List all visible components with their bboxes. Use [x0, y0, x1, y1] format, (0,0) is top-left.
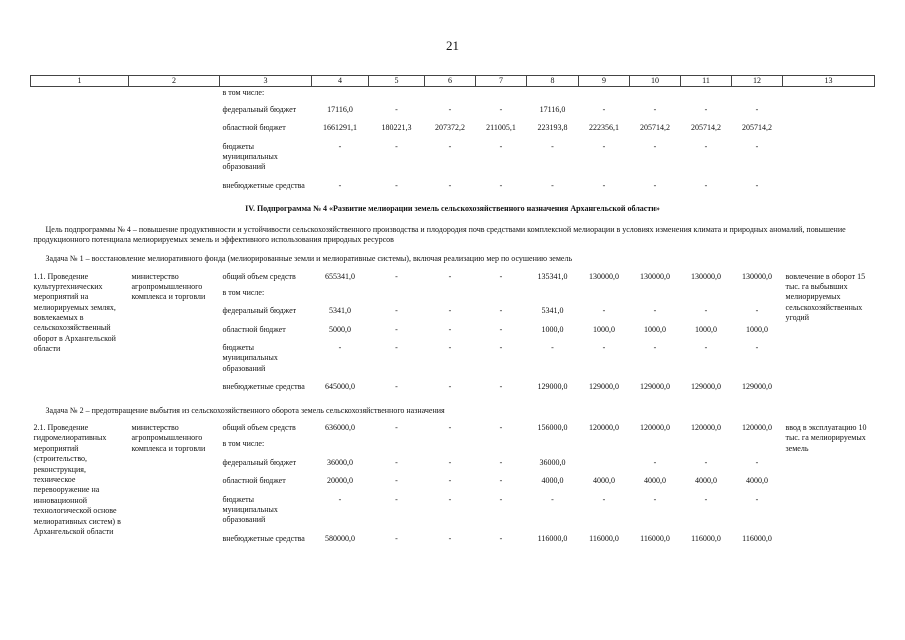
funding-value: - [499, 180, 503, 190]
funding-value: 180221,3 [381, 123, 412, 133]
funding-source: областной бюджет [222, 476, 286, 486]
funding-value [732, 287, 783, 299]
empty-cell [783, 122, 875, 134]
funding-source: общий объем средств [222, 271, 296, 281]
funding-row [31, 271, 875, 283]
row-spacer [31, 545, 875, 553]
funding-value [681, 438, 732, 450]
table-body [31, 76, 875, 554]
funding-value [476, 287, 527, 299]
funding-value: - [551, 494, 554, 504]
funding-value: - [499, 324, 503, 334]
funding-row [31, 104, 875, 116]
funding-source: в том числе: [222, 287, 265, 297]
funding-value: 116000,0 [691, 533, 721, 543]
funding-value: - [653, 343, 657, 353]
funding-value: - [448, 141, 452, 151]
funding-value: - [499, 423, 503, 433]
funding-value: - [448, 271, 452, 281]
funding-value: 1000,0 [541, 324, 564, 334]
funding-value: - [499, 271, 503, 281]
funding-value: - [704, 141, 708, 151]
column-header: 4 [312, 76, 369, 87]
column-header: 3 [220, 76, 312, 87]
funding-value: 211005,1 [486, 123, 516, 133]
funding-value [425, 87, 476, 100]
funding-value: 116000,0 [589, 533, 619, 543]
empty-cell [31, 180, 129, 192]
funding-value: 1000,0 [746, 324, 768, 334]
funding-value: - [448, 324, 452, 334]
funding-value: - [499, 141, 503, 151]
funding-value [527, 287, 579, 299]
funding-value: - [338, 141, 342, 151]
funding-value: 120000,0 [742, 423, 772, 433]
funding-value: 4000,0 [593, 476, 615, 486]
funding-value: - [653, 180, 657, 190]
column-header: 12 [732, 76, 783, 87]
funding-source: областной бюджет [222, 123, 286, 133]
funding-value: 4000,0 [541, 476, 564, 486]
funding-value [579, 438, 630, 450]
funding-value: - [551, 180, 554, 190]
funding-value [425, 438, 476, 450]
activity-name: 1.1. Проведение культуртехнических мероприятий на мелиорируемых землях, вовлекаемых в сельскохозяйственный оборот в Архангельской области [33, 271, 116, 354]
funding-value [476, 438, 527, 450]
task-title-row [31, 250, 875, 270]
funding-source: федеральный бюджет [222, 306, 297, 316]
funding-value [312, 438, 369, 450]
funding-value: - [499, 494, 503, 504]
funding-source: в том числе: [222, 88, 265, 98]
funding-row [31, 87, 875, 100]
funding-value: - [395, 104, 398, 114]
funding-value: - [499, 457, 503, 467]
section-title: IV. Подпрограмма № 4 «Развитие мелиорации земель сельскохозяйственного назначения Архангельской области» [245, 204, 660, 214]
funding-value: 135341,0 [537, 271, 568, 281]
funding-value [369, 287, 425, 299]
empty-cell [783, 104, 875, 116]
funding-value: - [448, 533, 452, 543]
funding-source: бюджеты муниципальных образований [222, 494, 278, 525]
empty-cell [129, 87, 220, 100]
funding-source: общий объем средств [222, 423, 296, 433]
funding-value: - [755, 141, 759, 151]
funding-value: - [499, 104, 503, 114]
funding-value: 36000,0 [539, 457, 566, 467]
funding-value: 4000,0 [644, 476, 666, 486]
funding-value: - [395, 423, 398, 433]
funding-value: - [448, 382, 452, 392]
funding-source: федеральный бюджет [222, 104, 297, 114]
funding-source: внебюджетные средства [222, 382, 305, 392]
funding-source: областной бюджет [222, 324, 286, 334]
funding-value: 129000,0 [640, 382, 670, 392]
funding-value [630, 438, 681, 450]
funding-value: 120000,0 [640, 423, 670, 433]
funding-value: 5000,0 [329, 324, 351, 334]
funding-row [31, 422, 875, 434]
funding-value: 5341,0 [329, 306, 351, 316]
funding-value: - [338, 180, 342, 190]
funding-value: 129000,0 [589, 382, 619, 392]
task-title-row [31, 402, 875, 422]
spacer-cell [31, 394, 875, 402]
document-body [30, 75, 874, 553]
funding-value: - [395, 141, 398, 151]
funding-row [31, 122, 875, 134]
funding-value: 4000,0 [746, 476, 768, 486]
funding-value: - [602, 104, 606, 114]
funding-value: 129000,0 [691, 382, 721, 392]
funding-source: бюджеты муниципальных образований [222, 141, 278, 172]
funding-value: 116000,0 [537, 533, 568, 543]
funding-value: 1000,0 [593, 324, 615, 334]
funding-value: 36000,0 [327, 457, 353, 467]
funding-value: - [395, 271, 398, 281]
funding-value: - [395, 494, 398, 504]
funding-value: 205714,2 [691, 123, 721, 133]
funding-value: - [395, 306, 398, 316]
funding-value: - [602, 180, 606, 190]
funding-value: 222356,1 [589, 123, 619, 133]
funding-value: 655341,0 [325, 271, 355, 281]
spacer-cell [31, 545, 875, 553]
row-spacer [31, 394, 875, 402]
section-title-row [31, 198, 875, 218]
funding-row [31, 180, 875, 192]
empty-cell [31, 104, 129, 116]
funding-value: 636000,0 [325, 423, 355, 433]
funding-source: внебюджетные средства [222, 533, 305, 543]
executor: министерство агропромышленного комплекса и торговли [131, 271, 206, 302]
funding-value: 580000,0 [325, 533, 355, 543]
funding-value [527, 438, 579, 450]
funding-value: 205714,2 [742, 123, 772, 133]
task-title: Задача № 2 – предотвращение выбытия из сельскохозяйственного оборота земель сельскохозяйственного назначения [45, 405, 445, 415]
funding-value: - [448, 457, 452, 467]
funding-value: - [448, 476, 452, 486]
empty-cell [129, 180, 220, 192]
funding-value: 5341,0 [541, 306, 564, 316]
funding-value: - [755, 343, 759, 353]
funding-value [476, 87, 527, 100]
funding-value: - [602, 343, 606, 353]
funding-value: - [704, 457, 708, 467]
funding-value: 645000,0 [325, 382, 355, 392]
funding-value: - [704, 180, 708, 190]
funding-value: - [395, 476, 398, 486]
funding-value: - [653, 306, 657, 316]
funding-value: 20000,0 [327, 476, 353, 486]
column-header: 7 [476, 76, 527, 87]
funding-value [312, 287, 369, 299]
column-number-header [31, 76, 875, 87]
funding-row [31, 141, 875, 174]
funding-source: внебюджетные средства [222, 180, 305, 190]
column-header: 10 [630, 76, 681, 87]
funding-value: 120000,0 [589, 423, 619, 433]
funding-value: 1000,0 [695, 324, 717, 334]
funding-value: - [395, 343, 398, 353]
funding-value [681, 87, 732, 100]
funding-value: - [704, 343, 708, 353]
funding-value: 129000,0 [742, 382, 772, 392]
funding-value [681, 287, 732, 299]
column-header: 5 [369, 76, 425, 87]
funding-value: - [755, 104, 759, 114]
budget-table [30, 75, 875, 553]
funding-value: - [499, 382, 503, 392]
funding-value: - [755, 180, 759, 190]
funding-value: 156000,0 [537, 423, 568, 433]
funding-value [579, 287, 630, 299]
funding-value: - [338, 494, 342, 504]
funding-value: - [448, 494, 452, 504]
goal-text-row [31, 219, 875, 251]
funding-value [527, 87, 579, 100]
column-header: 13 [783, 76, 875, 87]
funding-value: 116000,0 [640, 533, 670, 543]
funding-value [732, 87, 783, 100]
funding-value: - [602, 306, 606, 316]
funding-value [312, 87, 369, 100]
funding-value: - [448, 423, 452, 433]
funding-value: - [653, 457, 657, 467]
column-header: 9 [579, 76, 630, 87]
column-header: 11 [681, 76, 732, 87]
empty-cell [783, 141, 875, 174]
funding-value: - [755, 306, 759, 316]
funding-source: федеральный бюджет [222, 457, 297, 467]
funding-value: 130000,0 [691, 271, 721, 281]
result-indicator: ввод в эксплуатацию 10 тыс. га мелиорируемых земель [785, 423, 867, 453]
empty-cell [129, 104, 220, 116]
funding-value: 1000,0 [644, 324, 666, 334]
funding-value: - [704, 494, 708, 504]
funding-value [369, 438, 425, 450]
funding-value: - [499, 476, 503, 486]
funding-value: - [653, 104, 657, 114]
funding-value: 17116,0 [327, 104, 353, 114]
funding-value: - [395, 382, 398, 392]
funding-value: 129000,0 [537, 382, 568, 392]
funding-value: - [448, 104, 452, 114]
funding-value: - [755, 494, 759, 504]
funding-value: - [448, 180, 452, 190]
result-indicator: вовлечение в оборот 15 тыс. га выбывших мелиорируемых сельскохозяйственных угодий [785, 271, 866, 323]
funding-value: 130000,0 [589, 271, 619, 281]
empty-cell [129, 141, 220, 174]
funding-value: - [395, 533, 398, 543]
column-header: 6 [425, 76, 476, 87]
funding-value: 207372,2 [435, 123, 465, 133]
funding-value: 223193,8 [537, 123, 568, 133]
funding-value [630, 287, 681, 299]
task-title: Задача № 1 – восстановление мелиоративного фонда (мелиорированные земли и мелиоративные системы), включая реализацию мер по осушению земель [45, 254, 573, 264]
column-header: 2 [129, 76, 220, 87]
funding-value: - [499, 343, 503, 353]
empty-cell [129, 122, 220, 134]
funding-value: - [653, 494, 657, 504]
empty-cell [31, 87, 129, 100]
funding-value: - [499, 306, 503, 316]
funding-value: - [704, 104, 708, 114]
funding-value: - [704, 306, 708, 316]
funding-value: - [551, 343, 554, 353]
funding-value: - [395, 324, 398, 334]
goal-text: Цель подпрограммы № 4 – повышение продуктивности и устойчивости сельскохозяйственного производства и плодородия почв средствами комплексной мелиорации в условиях изменения климата и природных аномалий, повышение продукционного потенциала мелиорируемых земель и эффективного использования природных ресурсов [33, 224, 846, 245]
empty-cell [783, 180, 875, 192]
page-number: 21 [446, 38, 459, 53]
funding-value [732, 438, 783, 450]
funding-value: - [338, 343, 342, 353]
funding-value [630, 87, 681, 100]
funding-value: 120000,0 [691, 423, 721, 433]
executor: министерство агропромышленного комплекса и торговли [131, 423, 206, 453]
funding-value: - [448, 343, 452, 353]
funding-value [579, 457, 630, 469]
funding-value: - [499, 533, 503, 543]
activity-name: 2.1. Проведение гидромелиоративных мероприятий (строительство, реконструкция, техническое перевооружение на инновационной технологической основе мелиоративных систем) в Архангельской области [33, 423, 121, 536]
funding-value: 4000,0 [695, 476, 717, 486]
funding-value: - [602, 494, 606, 504]
funding-value [369, 87, 425, 100]
funding-source: в том числе: [222, 439, 265, 449]
funding-value: - [653, 141, 657, 151]
funding-value [425, 287, 476, 299]
column-header: 8 [527, 76, 579, 87]
funding-value: 130000,0 [742, 271, 772, 281]
funding-value [579, 87, 630, 100]
funding-value: - [395, 180, 398, 190]
funding-value: 205714,2 [640, 123, 670, 133]
empty-cell [31, 141, 129, 174]
funding-value: 116000,0 [742, 533, 772, 543]
funding-value: - [755, 457, 759, 467]
column-header: 1 [31, 76, 129, 87]
empty-cell [783, 87, 875, 100]
funding-value: 17116,0 [539, 104, 566, 114]
funding-value: 130000,0 [640, 271, 670, 281]
funding-value: - [448, 306, 452, 316]
empty-cell [31, 122, 129, 134]
funding-value: - [551, 141, 554, 151]
funding-value: 1661291,1 [323, 123, 357, 133]
funding-source: бюджеты муниципальных образований [222, 343, 278, 373]
funding-value: - [395, 457, 398, 467]
funding-value: - [602, 141, 606, 151]
